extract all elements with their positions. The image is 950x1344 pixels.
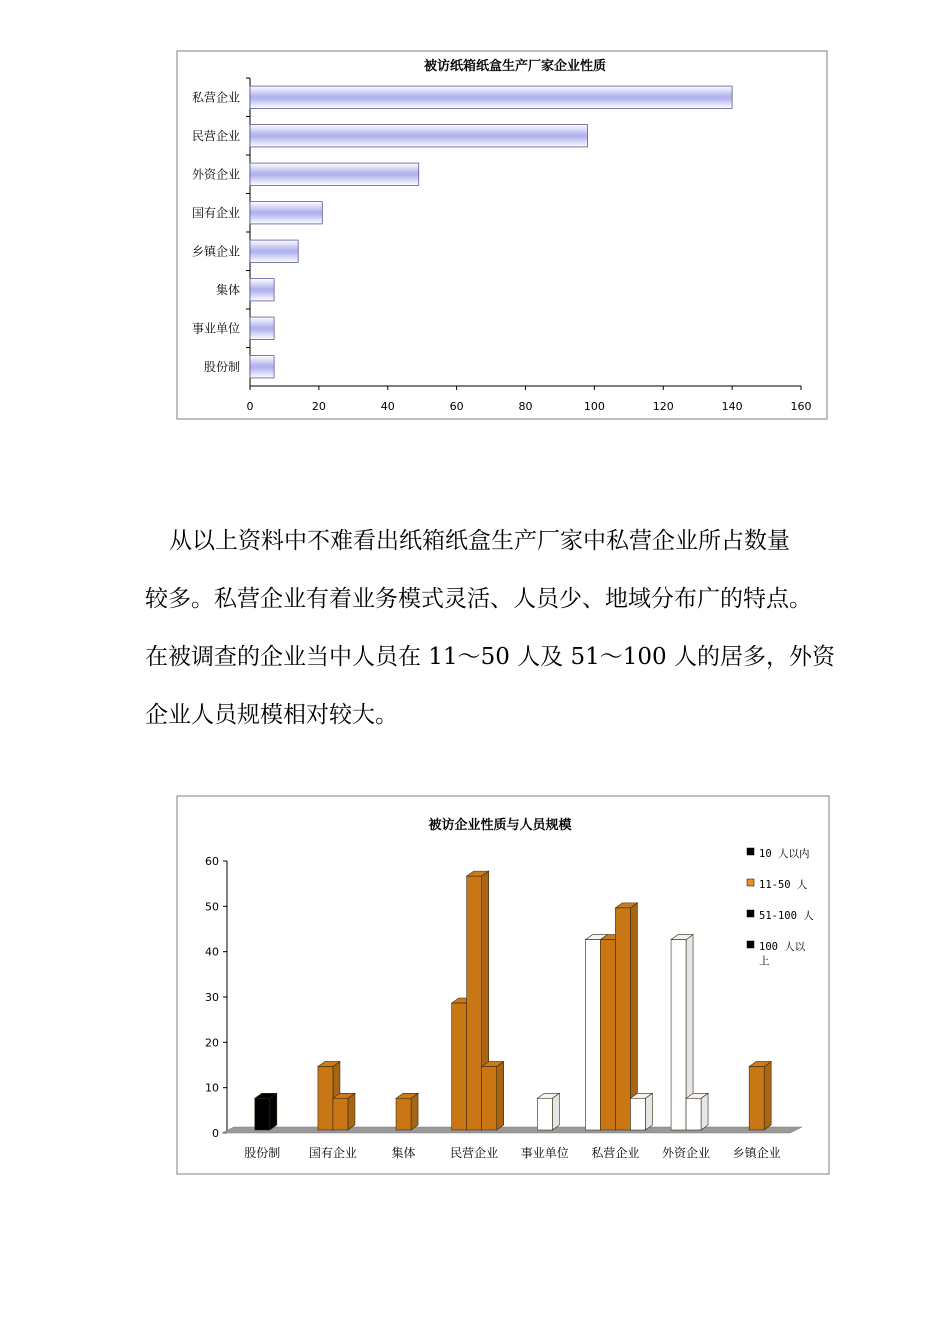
bar-side	[411, 1093, 418, 1130]
category-label: 事业单位	[191, 321, 240, 336]
legend-label: 51-100 人	[759, 910, 814, 922]
bar	[482, 1067, 497, 1130]
bar	[250, 240, 298, 262]
legend-swatch	[747, 848, 754, 855]
legend-label: 10 人以内	[759, 848, 810, 860]
category-label: 外资企业	[662, 1146, 711, 1160]
bar	[600, 940, 615, 1130]
bar	[250, 279, 274, 301]
bar	[749, 1067, 764, 1130]
enterprise-size-chart	[170, 793, 834, 1179]
x-tick-label: 0	[246, 400, 254, 413]
paragraph-line: 较多。私营企业有着业务模式灵活、人员少、地域分布广的特点。	[145, 586, 812, 612]
paragraph-line: 企业人员规模相对较大。	[145, 702, 398, 728]
category-label: 集体	[391, 1146, 416, 1160]
category-label: 国有企业	[191, 205, 240, 220]
category-label: 国有企业	[308, 1146, 357, 1160]
category-label: 股份制	[244, 1146, 281, 1160]
legend-label: 11-50 人	[759, 879, 808, 891]
category-label: 乡镇企业	[191, 244, 240, 259]
bar-side	[348, 1093, 355, 1130]
x-tick-label: 60	[449, 400, 464, 413]
x-tick-label: 120	[652, 400, 674, 413]
y-tick-label: 50	[205, 900, 219, 914]
paragraph-line: 从以上资料中不难看出纸箱纸盒生产厂家中私营企业所占数量	[169, 528, 790, 554]
bar	[615, 908, 630, 1130]
category-label: 集体	[215, 282, 240, 297]
bar	[467, 876, 482, 1130]
paragraph-line: 在被调查的企业当中人员在 11～50 人及 51～100 人的居多，外资	[145, 644, 835, 670]
y-tick-label: 10	[205, 1081, 219, 1095]
bar	[585, 940, 600, 1130]
bar	[250, 356, 274, 378]
category-label: 外资企业	[191, 167, 240, 182]
enterprise-size-3d-bar-chart	[170, 793, 834, 1179]
bar	[630, 1098, 645, 1130]
chart-title: 被访纸箱纸盒生产厂家企业性质	[423, 59, 607, 74]
legend-label: 100 人以	[759, 941, 806, 953]
x-tick-label: 80	[518, 400, 533, 413]
category-label: 民营企业	[191, 128, 240, 143]
bar	[671, 940, 686, 1130]
category-label: 私营企业	[191, 90, 240, 105]
bar	[250, 125, 587, 147]
x-tick-label: 140	[721, 400, 743, 413]
category-label: 股份制	[203, 359, 240, 374]
bar	[333, 1098, 348, 1130]
legend-label: 上	[759, 955, 770, 967]
bar-side	[497, 1062, 504, 1130]
bar	[250, 86, 732, 108]
y-tick-label: 40	[205, 945, 219, 959]
bar-side	[645, 1093, 652, 1130]
category-label: 乡镇企业	[732, 1146, 781, 1160]
category-label: 私营企业	[591, 1146, 640, 1160]
x-tick-label: 160	[790, 400, 812, 413]
bar	[250, 163, 419, 185]
bar-side	[764, 1062, 771, 1130]
bar	[452, 1003, 467, 1130]
analysis-paragraph	[145, 512, 885, 744]
legend-swatch	[747, 910, 754, 917]
y-tick-label: 20	[205, 1036, 219, 1050]
bar-side	[270, 1093, 277, 1130]
y-tick-label: 0	[212, 1127, 219, 1140]
bar-side	[701, 1093, 708, 1130]
y-tick-label: 60	[205, 855, 219, 868]
category-label: 事业单位	[520, 1146, 569, 1160]
bar	[686, 1098, 701, 1130]
chart-title: 被访企业性质与人员规模	[428, 818, 572, 833]
legend-swatch	[747, 879, 754, 886]
chart-floor	[222, 1127, 802, 1133]
legend-swatch	[747, 941, 754, 948]
x-tick-label: 20	[311, 400, 326, 413]
bar	[255, 1098, 270, 1130]
bar-side	[552, 1093, 559, 1130]
enterprise-type-bar-chart	[170, 48, 832, 424]
bar	[537, 1098, 552, 1130]
bar	[318, 1067, 333, 1130]
enterprise-type-chart	[170, 48, 832, 424]
bar	[250, 202, 322, 224]
x-tick-label: 40	[380, 400, 395, 413]
category-label: 民营企业	[450, 1146, 499, 1160]
bar	[396, 1098, 411, 1130]
bar	[250, 317, 274, 339]
x-tick-label: 100	[583, 400, 605, 413]
y-tick-label: 30	[205, 991, 219, 1004]
